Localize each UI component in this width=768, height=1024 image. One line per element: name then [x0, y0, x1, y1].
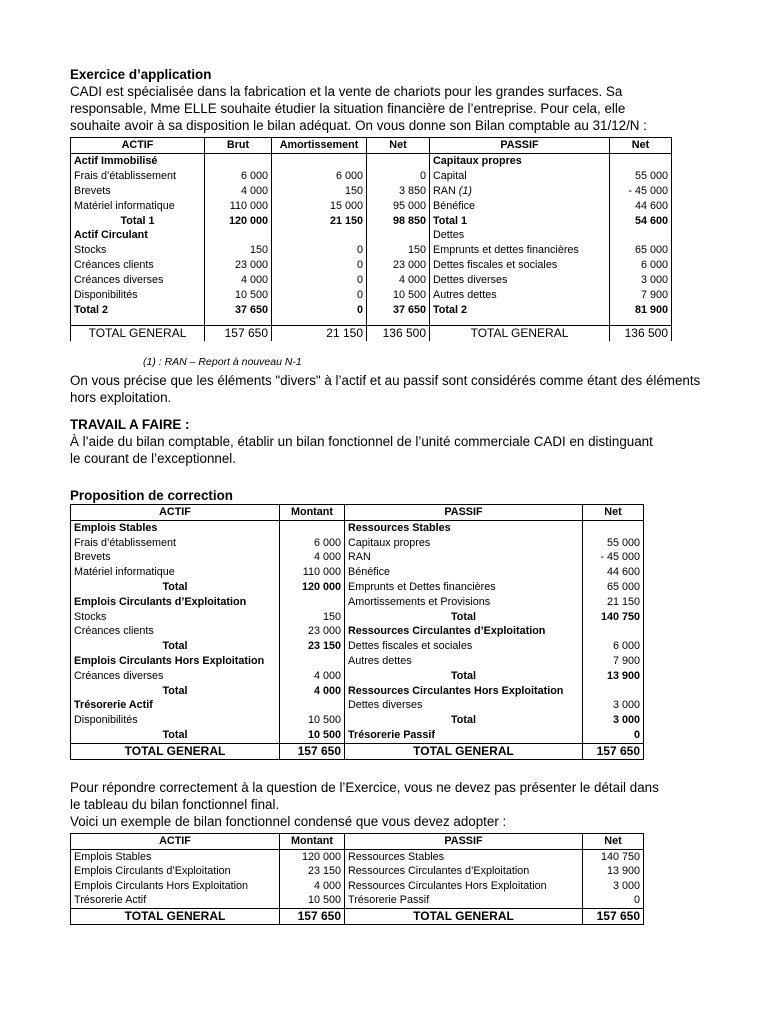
column-header: PASSIF — [430, 138, 610, 154]
table-row — [71, 728, 644, 743]
passif-net-value: 55 000 — [610, 169, 672, 184]
travail-title: TRAVAIL A FAIRE : — [70, 417, 190, 432]
table-header-row — [71, 505, 644, 521]
net-value: 65 000 — [583, 580, 644, 595]
actif-label: Disponibilités — [71, 713, 280, 728]
amortissement-value: 0 — [272, 258, 367, 273]
column-header: Net — [367, 138, 430, 154]
passif-label: Total 2 — [430, 303, 610, 318]
table-row — [71, 184, 672, 199]
passif-label: RAN (1) — [430, 184, 610, 199]
montant-value: 23 150 — [280, 864, 345, 879]
precision-section — [70, 372, 760, 406]
actif-label: Matériel informatique — [71, 199, 205, 214]
column-header: ACTIF — [71, 505, 280, 521]
table-row — [71, 303, 672, 318]
correction-title: Proposition de correction — [70, 488, 233, 503]
column-header: ACTIF — [71, 834, 280, 850]
table-row — [71, 243, 672, 258]
passif-net-value: 7 900 — [610, 288, 672, 303]
brut-value: 10 500 — [205, 288, 272, 303]
brut-value: 37 650 — [205, 303, 272, 318]
table-header-row — [71, 138, 672, 154]
montant-value — [280, 698, 345, 713]
passif-label: Autres dettes — [430, 288, 610, 303]
amortissement-value: 6 000 — [272, 169, 367, 184]
total-label: TOTAL GENERAL — [71, 743, 280, 759]
column-header: PASSIF — [345, 834, 583, 850]
actif-label: Total — [71, 639, 280, 654]
passif-net-value: 65 000 — [610, 243, 672, 258]
actif-label: Emplois Circulants d’Exploitation — [71, 864, 280, 879]
montant-value: 23 150 — [280, 639, 345, 654]
actif-label: Matériel informatique — [71, 565, 280, 580]
passif-label: Ressources Circulantes d’Exploitation — [345, 624, 583, 639]
actif-label: Emplois Stables — [71, 849, 280, 864]
table-row — [71, 713, 644, 728]
net-value: 150 — [367, 243, 430, 258]
table-row — [71, 258, 672, 273]
net-value — [583, 624, 644, 639]
net-value: 13 900 — [583, 669, 644, 684]
passif-label: Bénéfice — [430, 199, 610, 214]
total-net: 157 650 — [583, 908, 644, 924]
net-value: 95 000 — [367, 199, 430, 214]
passif-label: Capitaux propres — [345, 536, 583, 551]
montant-value: 4 000 — [280, 684, 345, 699]
passif-net-value: 6 000 — [610, 258, 672, 273]
table-row — [71, 520, 644, 535]
net-value: 13 900 — [583, 864, 644, 879]
montant-value — [280, 654, 345, 669]
net-value: 0 — [583, 728, 644, 743]
montant-value: 4 000 — [280, 669, 345, 684]
footnote-ref: (1) — [458, 184, 472, 197]
total-label: TOTAL GENERAL — [71, 325, 205, 340]
column-header: Brut — [205, 138, 272, 154]
bilan-condense-table — [70, 833, 644, 925]
spacer-row — [71, 318, 672, 326]
amortissement-value: 15 000 — [272, 199, 367, 214]
net-value: 3 850 — [367, 184, 430, 199]
passif-label: Capitaux propres — [430, 153, 610, 168]
net-value: 10 500 — [367, 288, 430, 303]
passif-label: Ressources Circulantes Hors Exploitation — [345, 684, 583, 699]
montant-value: 120 000 — [280, 849, 345, 864]
net-value: 55 000 — [583, 536, 644, 551]
table-row — [71, 684, 644, 699]
table-row — [71, 169, 672, 184]
table-row — [71, 228, 672, 243]
table-row — [71, 273, 672, 288]
montant-value — [280, 520, 345, 535]
table-header-row — [71, 834, 644, 850]
net-value: 140 750 — [583, 849, 644, 864]
spacer-cell — [430, 318, 610, 326]
net-value — [583, 684, 644, 699]
montant-value: 4 000 — [280, 550, 345, 565]
amortissement-value: 0 — [272, 273, 367, 288]
total-brut: 157 650 — [205, 325, 272, 340]
total-net: 136 500 — [367, 325, 430, 340]
net-value: 37 650 — [367, 303, 430, 318]
net-value: 0 — [367, 169, 430, 184]
intro-line: CADI est spécialisée dans la fabrication et la vente de chariots pour les grandes surfaces. Sa — [70, 84, 623, 99]
amortissement-value: 0 — [272, 288, 367, 303]
net-value: 7 900 — [583, 654, 644, 669]
brut-value — [205, 153, 272, 168]
net-value: 44 600 — [583, 565, 644, 580]
passif-label: Total — [345, 713, 583, 728]
montant-value: 10 500 — [280, 728, 345, 743]
table-row — [71, 698, 644, 713]
precision-line: hors exploitation. — [70, 390, 172, 405]
brut-value: 150 — [205, 243, 272, 258]
actif-label: Stocks — [71, 610, 280, 625]
table-row — [71, 624, 644, 639]
net-value: 0 — [583, 893, 644, 908]
passif-net-value: 54 600 — [610, 214, 672, 229]
net-value: 4 000 — [367, 273, 430, 288]
montant-value: 4 000 — [280, 879, 345, 894]
actif-label: Frais d’établissement — [71, 536, 280, 551]
total-row — [71, 908, 644, 924]
passif-label: Emprunts et Dettes financières — [345, 580, 583, 595]
passif-label: Ressources Stables — [345, 849, 583, 864]
total-amortissement: 21 150 — [272, 325, 367, 340]
passif-label: Emprunts et dettes financières — [430, 243, 610, 258]
net-value: 3 000 — [583, 698, 644, 713]
brut-value: 110 000 — [205, 199, 272, 214]
passif-label: Ressources Stables — [345, 520, 583, 535]
actif-label: Total — [71, 580, 280, 595]
table-row — [71, 893, 644, 908]
actif-label: Emplois Circulants d’Exploitation — [71, 595, 280, 610]
travail-line: À l’aide du bilan comptable, établir un bilan fonctionnel de l’unité commerciale CADI en distinguant — [70, 434, 653, 449]
spacer-cell — [205, 318, 272, 326]
actif-label: Emplois Stables — [71, 520, 280, 535]
total-passif-label: TOTAL GENERAL — [430, 325, 610, 340]
table-row — [71, 536, 644, 551]
passif-label: Bénéfice — [345, 565, 583, 580]
brut-value — [205, 228, 272, 243]
passif-label: Trésorerie Passif — [345, 893, 583, 908]
total-montant: 157 650 — [280, 743, 345, 759]
actif-label: Disponibilités — [71, 288, 205, 303]
passif-label: RAN — [345, 550, 583, 565]
actif-label: Frais d’établissement — [71, 169, 205, 184]
montant-value: 10 500 — [280, 713, 345, 728]
passif-label: Ressources Circulantes d’Exploitation — [345, 864, 583, 879]
actif-label: Trésorerie Actif — [71, 698, 280, 713]
actif-label: Créances clients — [71, 258, 205, 273]
passif-label: Autres dettes — [345, 654, 583, 669]
brut-value: 4 000 — [205, 184, 272, 199]
brut-value: 6 000 — [205, 169, 272, 184]
actif-label: Total 1 — [71, 214, 205, 229]
passif-label: Dettes fiscales et sociales — [430, 258, 610, 273]
passif-label: Dettes — [430, 228, 610, 243]
closing-line: Voici un exemple de bilan fonctionnel condensé que vous devez adopter : — [70, 814, 507, 829]
passif-net-value: - 45 000 — [610, 184, 672, 199]
intro-line: souhaite avoir à sa disposition le bilan adéquat. On vous donne son Bilan comptable au 31/12/N : — [70, 118, 647, 133]
actif-label: Total — [71, 728, 280, 743]
brut-value: 23 000 — [205, 258, 272, 273]
column-header: Net — [583, 505, 644, 521]
total-row — [71, 743, 644, 759]
column-header: Net — [610, 138, 672, 154]
net-value — [367, 153, 430, 168]
column-header: Amortissement — [272, 138, 367, 154]
bilan-fonctionnel-table — [70, 504, 644, 760]
actif-label: Stocks — [71, 243, 205, 258]
spacer-cell — [367, 318, 430, 326]
passif-label: Capital — [430, 169, 610, 184]
column-header: ACTIF — [71, 138, 205, 154]
amortissement-value — [272, 153, 367, 168]
table-row — [71, 639, 644, 654]
spacer-cell — [272, 318, 367, 326]
passif-label: Amortissements et Provisions — [345, 595, 583, 610]
passif-label: Dettes diverses — [430, 273, 610, 288]
passif-label: Total — [345, 669, 583, 684]
passif-label: Trésorerie Passif — [345, 728, 583, 743]
total-net: 157 650 — [583, 743, 644, 759]
total-label: TOTAL GENERAL — [71, 908, 280, 924]
passif-label: Ressources Circulantes Hors Exploitation — [345, 879, 583, 894]
net-value: 21 150 — [583, 595, 644, 610]
net-value: 140 750 — [583, 610, 644, 625]
exercise-title: Exercice d’application — [70, 67, 212, 82]
passif-net-value — [610, 228, 672, 243]
total-montant: 157 650 — [280, 908, 345, 924]
column-header: PASSIF — [345, 505, 583, 521]
montant-value: 10 500 — [280, 893, 345, 908]
actif-label: Brevets — [71, 550, 280, 565]
amortissement-value — [272, 228, 367, 243]
passif-label: Dettes fiscales et sociales — [345, 639, 583, 654]
net-value: - 45 000 — [583, 550, 644, 565]
table-row — [71, 595, 644, 610]
table-row — [71, 669, 644, 684]
actif-label: Total 2 — [71, 303, 205, 318]
table-row — [71, 610, 644, 625]
amortissement-value: 21 150 — [272, 214, 367, 229]
table-row — [71, 199, 672, 214]
montant-value: 6 000 — [280, 536, 345, 551]
montant-value — [280, 595, 345, 610]
table-row — [71, 153, 672, 168]
actif-label: Brevets — [71, 184, 205, 199]
column-header: Net — [583, 834, 644, 850]
table-row — [71, 849, 644, 864]
passif-net-value: 81 900 — [610, 303, 672, 318]
exercise-section — [70, 66, 760, 134]
travail-section — [70, 416, 760, 467]
travail-line: le courant de l’exceptionnel. — [70, 451, 237, 466]
closing-line: Pour répondre correctement à la question de l’Exercice, vous ne devez pas présenter le détail dans — [70, 780, 659, 795]
passif-net-value — [610, 153, 672, 168]
total-passif-label: TOTAL GENERAL — [345, 908, 583, 924]
amortissement-value: 150 — [272, 184, 367, 199]
table-row — [71, 580, 644, 595]
column-header: Montant — [280, 505, 345, 521]
brut-value: 4 000 — [205, 273, 272, 288]
montant-value: 150 — [280, 610, 345, 625]
passif-net-value: 3 000 — [610, 273, 672, 288]
actif-label: Emplois Circulants Hors Exploitation — [71, 879, 280, 894]
closing-section — [70, 779, 760, 830]
table-row — [71, 550, 644, 565]
actif-label: Total — [71, 684, 280, 699]
net-value — [367, 228, 430, 243]
table-row — [71, 864, 644, 879]
montant-value: 23 000 — [280, 624, 345, 639]
actif-label: Créances clients — [71, 624, 280, 639]
actif-label: Actif Immobilisé — [71, 153, 205, 168]
precision-line: On vous précise que les éléments "divers" à l’actif et au passif sont considérés comme étant des éléments — [70, 373, 701, 388]
net-value: 23 000 — [367, 258, 430, 273]
net-value — [583, 520, 644, 535]
column-header: Montant — [280, 834, 345, 850]
actif-label: Emplois Circulants Hors Exploitation — [71, 654, 280, 669]
closing-line: le tableau du bilan fonctionnel final. — [70, 797, 280, 812]
total-passif-net: 136 500 — [610, 325, 672, 340]
amortissement-value: 0 — [272, 303, 367, 318]
montant-value: 110 000 — [280, 565, 345, 580]
actif-label: Trésorerie Actif — [71, 893, 280, 908]
spacer-cell — [610, 318, 672, 326]
amortissement-value: 0 — [272, 243, 367, 258]
bilan-comptable-table — [70, 137, 672, 341]
net-value: 6 000 — [583, 639, 644, 654]
brut-value: 120 000 — [205, 214, 272, 229]
actif-label: Créances diverses — [71, 273, 205, 288]
actif-label: Actif Circulant — [71, 228, 205, 243]
table-row — [71, 654, 644, 669]
table-row — [71, 879, 644, 894]
montant-value: 120 000 — [280, 580, 345, 595]
passif-net-value: 44 600 — [610, 199, 672, 214]
spacer-cell — [71, 318, 205, 326]
passif-label: Total 1 — [430, 214, 610, 229]
intro-line: responsable, Mme ELLE souhaite étudier la situation financière de l’entreprise. Pour cela, elle — [70, 101, 626, 116]
table-row — [71, 565, 644, 580]
net-value: 3 000 — [583, 713, 644, 728]
table-row — [71, 214, 672, 229]
passif-label: Total — [345, 610, 583, 625]
table-row — [71, 288, 672, 303]
total-passif-label: TOTAL GENERAL — [345, 743, 583, 759]
net-value: 98 850 — [367, 214, 430, 229]
footnote: (1) : RAN – Report à nouveau N-1 — [143, 356, 302, 368]
actif-label: Créances diverses — [71, 669, 280, 684]
total-row — [71, 325, 672, 340]
net-value: 3 000 — [583, 879, 644, 894]
passif-label: Dettes diverses — [345, 698, 583, 713]
